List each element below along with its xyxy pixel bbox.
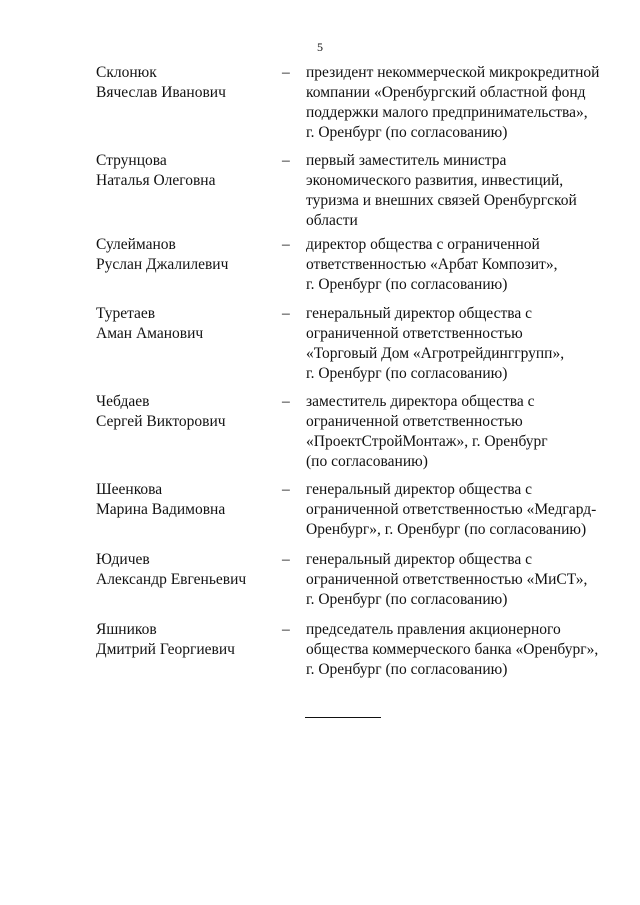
position-line: экономического развития, инвестиций, [306, 172, 564, 189]
member-surname: Яшников [96, 621, 157, 638]
member-surname: Струнцова [96, 152, 167, 169]
member-surname: Склонюк [96, 64, 157, 81]
member-given-name: Руслан Джалилевич [96, 256, 229, 273]
member-name [96, 480, 276, 520]
member-entry [0, 235, 640, 293]
member-position [306, 63, 606, 143]
member-entry [0, 63, 640, 141]
member-entry [0, 151, 640, 229]
position-line: председатель правления акционерного [306, 621, 561, 638]
position-line: «ПроектСтройМонтаж», г. Оренбург [306, 433, 548, 450]
position-line: общества коммерческого банка «Оренбург», [306, 641, 599, 658]
member-name [96, 304, 276, 344]
position-line: поддержки малого предпринимательства», [306, 104, 588, 121]
member-entry [0, 550, 640, 608]
entry-dash: – [282, 305, 290, 322]
entry-dash: – [282, 393, 290, 410]
member-name [96, 620, 276, 660]
member-given-name: Вячеслав Иванович [96, 84, 226, 101]
position-line: г. Оренбург (по согласованию) [306, 276, 508, 293]
member-position [306, 620, 606, 680]
member-position [306, 550, 606, 610]
member-given-name: Наталья Олеговна [96, 172, 216, 189]
position-line: области [306, 212, 358, 229]
member-surname: Туретаев [96, 305, 156, 322]
member-entry [0, 480, 640, 538]
member-name [96, 63, 276, 103]
member-position [306, 235, 606, 295]
member-surname: Юдичев [96, 551, 150, 568]
position-line: г. Оренбург (по согласованию) [306, 591, 508, 608]
position-line: ограниченной ответственностью «МиСТ», [306, 571, 588, 588]
page-number: 5 [317, 40, 323, 54]
member-name [96, 151, 276, 191]
position-line: президент некоммерческой микрокредитной [306, 64, 600, 81]
member-name [96, 392, 276, 432]
member-entry [0, 620, 640, 678]
member-surname: Сулейманов [96, 236, 176, 253]
member-name [96, 235, 276, 275]
position-line: «Торговый Дом «Агротрейдинггрупп», [306, 345, 565, 362]
position-line: г. Оренбург (по согласованию) [306, 661, 508, 678]
position-line: директор общества с ограниченной [306, 236, 540, 253]
entry-dash: – [282, 551, 290, 568]
member-position [306, 151, 606, 231]
entry-dash: – [282, 481, 290, 498]
position-line: туризма и внешних связей Оренбургской [306, 192, 577, 209]
position-line: ответственностью «Арбат Композит», [306, 256, 558, 273]
entry-dash: – [282, 621, 290, 638]
position-line: ограниченной ответственностью «Медгард- [306, 501, 597, 518]
entry-dash: – [282, 64, 290, 81]
end-of-list-rule [305, 717, 381, 718]
member-given-name: Дмитрий Георгиевич [96, 641, 235, 658]
position-line: первый заместитель министра [306, 152, 507, 169]
member-given-name: Сергей Викторович [96, 413, 226, 430]
position-line: Оренбург», г. Оренбург (по согласованию) [306, 521, 587, 538]
position-line: г. Оренбург (по согласованию) [306, 124, 508, 141]
position-line: ограниченной ответственностью [306, 413, 523, 430]
member-given-name: Александр Евгеньевич [96, 571, 247, 588]
member-position [306, 392, 606, 472]
position-line: генеральный директор общества с [306, 305, 532, 322]
member-surname: Чебдаев [96, 393, 150, 410]
member-entry [0, 392, 640, 470]
entry-dash: – [282, 152, 290, 169]
position-line: компании «Оренбургский областной фонд [306, 84, 586, 101]
position-line: генеральный директор общества с [306, 481, 532, 498]
position-line: ограниченной ответственностью [306, 325, 523, 342]
member-surname: Шеенкова [96, 481, 163, 498]
position-line: заместитель директора общества с [306, 393, 535, 410]
position-line: генеральный директор общества с [306, 551, 532, 568]
member-position [306, 304, 606, 384]
member-given-name: Марина Вадимовна [96, 501, 226, 518]
member-position [306, 480, 606, 540]
entry-dash: – [282, 236, 290, 253]
member-name [96, 550, 276, 590]
member-given-name: Аман Аманович [96, 325, 204, 342]
position-line: (по согласованию) [306, 453, 428, 470]
position-line: г. Оренбург (по согласованию) [306, 365, 508, 382]
member-entry [0, 304, 640, 382]
member-list [0, 63, 640, 678]
